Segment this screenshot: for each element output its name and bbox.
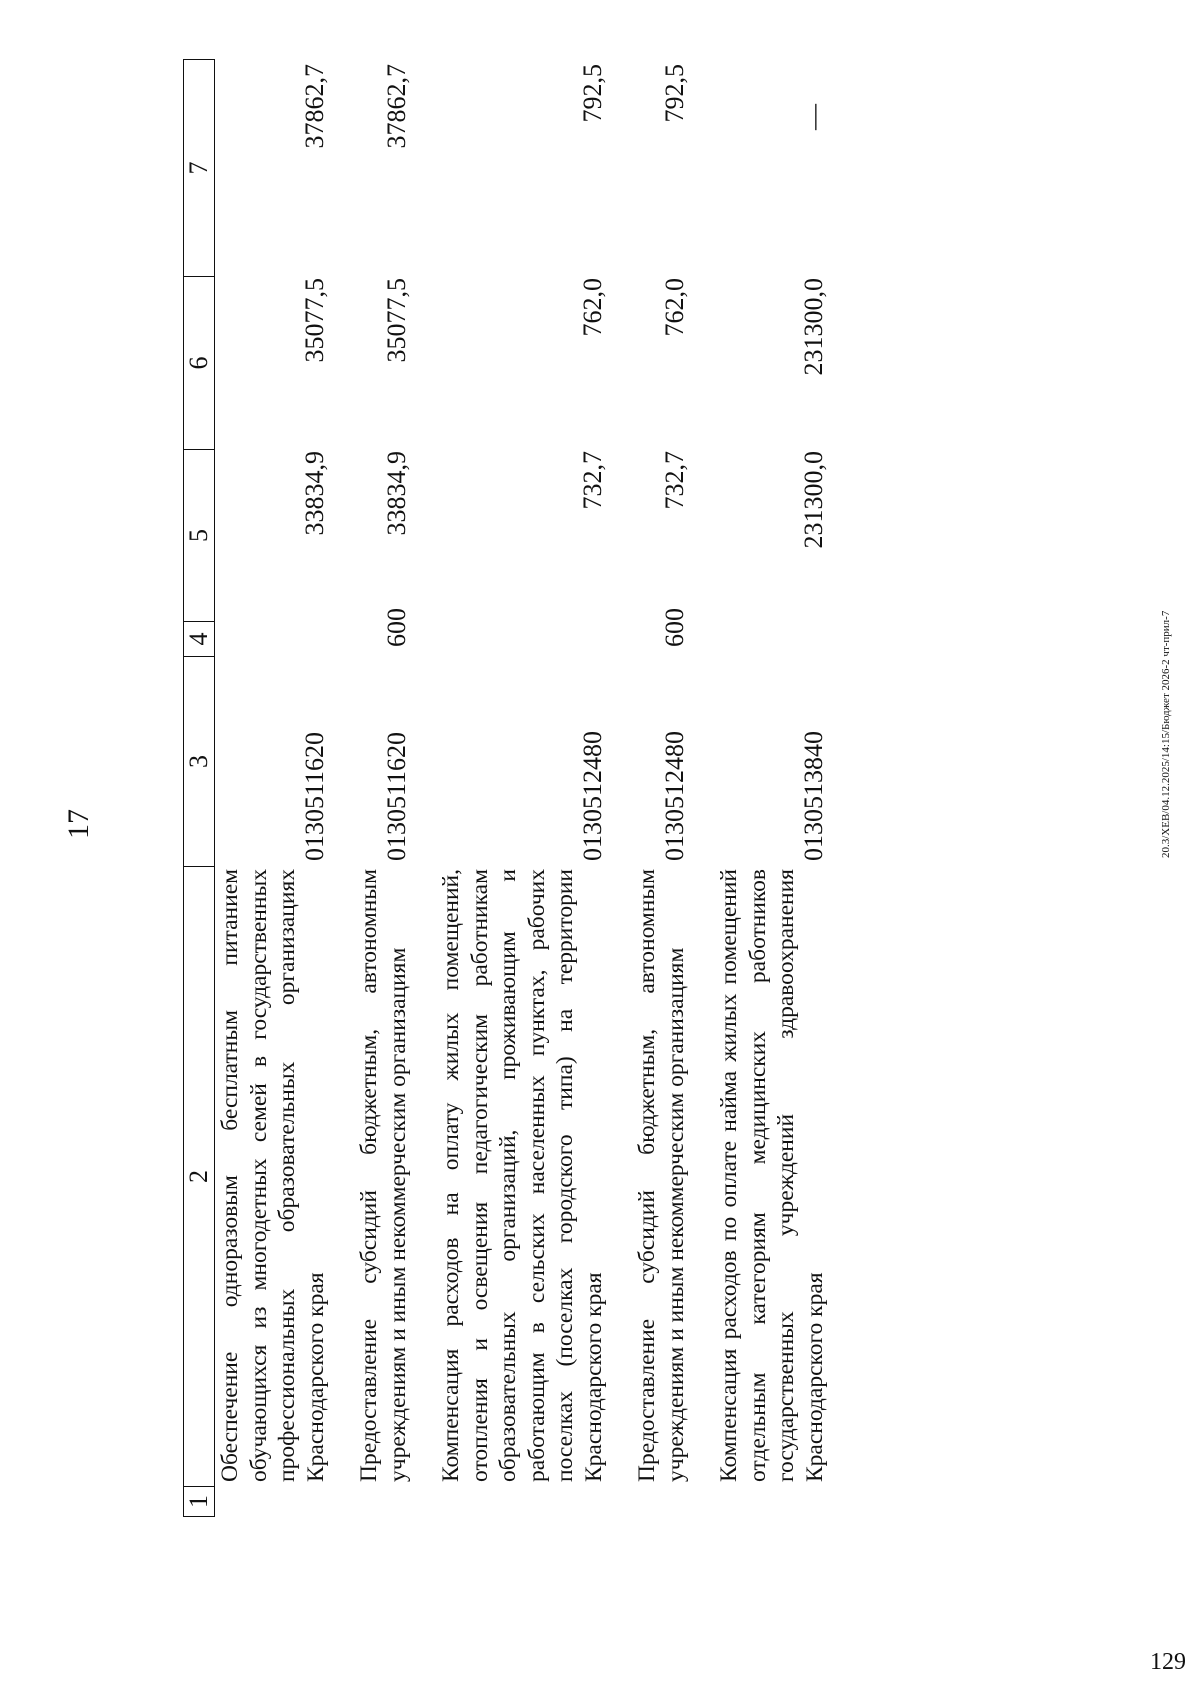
row-code: 0130511620 [382, 731, 411, 861]
row-value-col6: 762,0 [660, 278, 689, 337]
table-row [633, 59, 690, 1517]
row-code: 0130512480 [578, 731, 607, 861]
table-row [437, 59, 608, 1517]
row-value-col7: 792,5 [660, 64, 689, 123]
table-header-row [183, 59, 215, 1517]
row-value-col6: 231300,0 [799, 278, 828, 376]
row-description: Предоставление субсидий бюджетным, автономным учреждениям и иным некоммерческим организациям [634, 869, 689, 1482]
header-col-6: 6 [184, 276, 214, 449]
row-description: Обеспечение одноразовым бесплатным питанием обучающихся из многодетных семей в государственных профессиональных образовательных организациях Краснодарского края [217, 869, 329, 1482]
header-col-4: 4 [184, 621, 214, 656]
row-value-col5: 732,7 [578, 451, 607, 510]
row-value-col5: 231300,0 [799, 451, 828, 549]
header-col-3: 3 [184, 656, 214, 866]
row-value-col5: 732,7 [660, 451, 689, 510]
row-code: 0130511620 [300, 731, 329, 861]
footer-note-text: 20.3/ХЕВ/04.12.2025/14:15/Бюджет 2026-2 чт-прил-7 [1160, 610, 1172, 858]
row-value-col5: 33834,9 [300, 451, 329, 536]
footer-note [1160, 68, 1172, 858]
row-expense-type: 600 [660, 608, 689, 647]
table-row [216, 59, 330, 1517]
budget-table [183, 59, 829, 1517]
row-description: Предоставление субсидий бюджетным, автономным учреждениям и иным некоммерческим организациям [356, 869, 411, 1482]
table-row [355, 59, 412, 1517]
row-value-col7: 37862,7 [382, 64, 411, 149]
row-value-col5: 33834,9 [382, 451, 411, 536]
row-value-col7: — [799, 104, 828, 130]
corner-page-number: 129 [1150, 1649, 1186, 1675]
row-value-col6: 762,0 [578, 278, 607, 337]
header-col-1: 1 [184, 1486, 214, 1516]
row-value-col6: 35077,5 [382, 278, 411, 363]
header-col-5: 5 [184, 449, 214, 621]
header-col-2: 2 [184, 866, 214, 1486]
row-description: Компенсация расходов по оплате найма жилых помещений отдельным категориям медицинских работников государственных учреждений здравоохранения Краснодарского края [716, 869, 828, 1482]
row-value-col7: 37862,7 [300, 64, 329, 149]
header-col-7: 7 [184, 161, 213, 175]
table-row [715, 59, 829, 1517]
row-code: 0130513840 [799, 731, 828, 861]
row-value-col7: 792,5 [578, 64, 607, 123]
row-value-col6: 35077,5 [300, 278, 329, 363]
row-description: Компенсация расходов на оплату жилых помещений, отопления и освещения педагогическим работникам образовательных организаций, проживающим и работающим в сельских населенных пунктах, рабочих поселках (поселках городского типа) на территории Краснодарского края [438, 869, 607, 1482]
row-code: 0130512480 [660, 731, 689, 861]
row-expense-type: 600 [382, 608, 411, 647]
sheet-number: 17 [62, 809, 95, 839]
